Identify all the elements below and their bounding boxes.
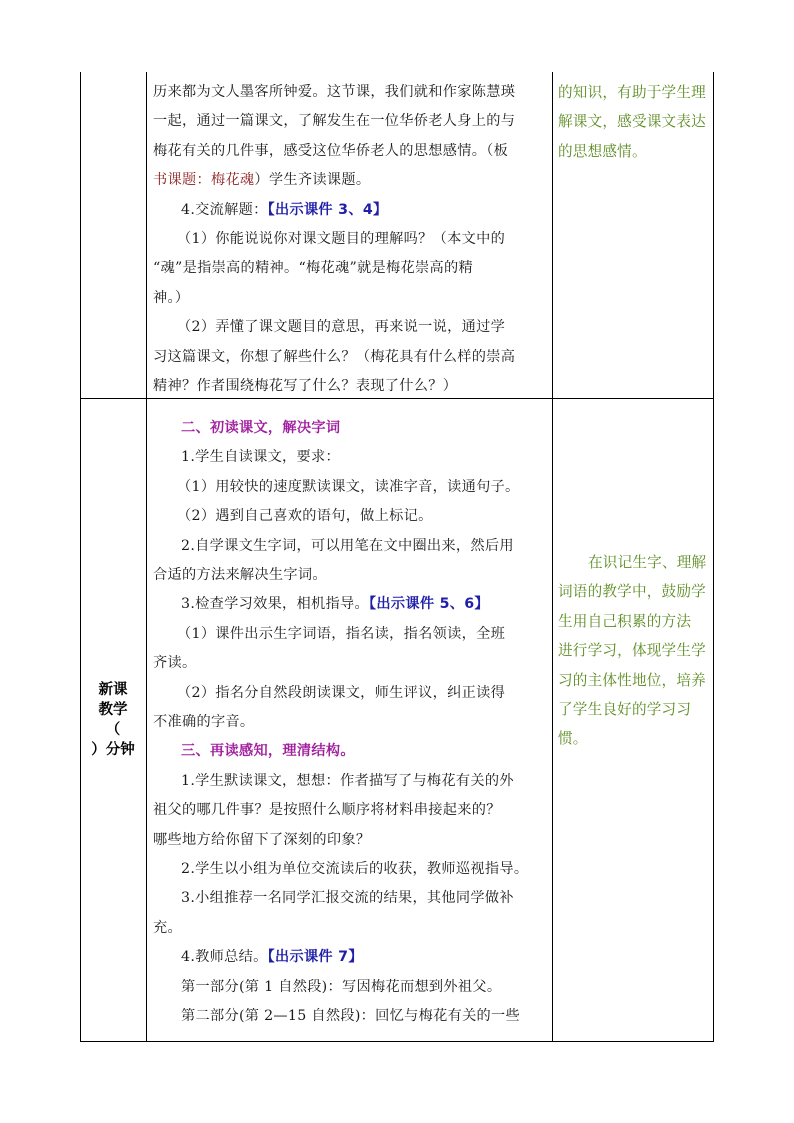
- courseware-reference-text: 【出示课件 3、4】: [267, 201, 388, 218]
- content-line: [153, 796, 501, 825]
- teaching-note-line: 习的主体性地位，培养: [558, 671, 706, 689]
- section-label-new-lesson: [80, 680, 146, 760]
- courseware-reference: [268, 949, 363, 965]
- content-line: [153, 973, 501, 1002]
- teaching-note-line: 解课文，感受课文表达: [558, 113, 706, 131]
- content-line: [153, 343, 515, 372]
- content-line: [153, 473, 520, 502]
- body-text: 梅花有关的几件事，感受这位华侨老人的思想感情。（板: [153, 142, 509, 159]
- body-text: ）学生齐读课题。: [254, 172, 371, 189]
- content-line: [153, 78, 515, 107]
- body-text: 3.检查学习效果，相机指导。: [181, 596, 369, 613]
- section-label-line: ）分钟: [91, 742, 135, 758]
- content-line: [153, 414, 340, 443]
- body-text: 充。: [153, 919, 182, 936]
- body-text: 1.学生自读课文，要求：: [181, 449, 341, 466]
- table-row-divider: [80, 398, 714, 399]
- teaching-note-line: 惯。: [558, 730, 588, 748]
- courseware-reference: [268, 202, 388, 218]
- content-line: [153, 254, 473, 283]
- content-line: [153, 443, 340, 472]
- section-label-line: 新课: [98, 682, 128, 698]
- body-text: （2）弄懂了课文题目的意思，再来说一说，通过学: [177, 319, 506, 336]
- board-title-text: 书课题：梅花魂: [153, 172, 255, 189]
- body-text: 一起，通过一篇课文，了解发生在一位华侨老人身上的与: [153, 113, 516, 130]
- teaching-note-line: 的思想感情。: [558, 142, 647, 160]
- body-text: 3.小组推荐一名同学汇报交流的结果，其他同学做补: [181, 890, 514, 907]
- body-text: “魂”是指崇高的精神。“梅花魂”就是梅花崇高的精: [153, 260, 473, 277]
- body-text: 第二部分(第 2—15 自然段)：回忆与梅花有关的一些: [181, 1008, 521, 1024]
- body-text: 4.交流解题：: [181, 201, 268, 218]
- content-line: [153, 649, 196, 678]
- content-line: [153, 561, 327, 590]
- teaching-note-line: 进行学习，体现学生学: [558, 642, 706, 660]
- courseware-reference-text: 【出示课件 5、6】: [369, 596, 489, 613]
- body-text: （1）你能说说你对课文题目的理解吗？（本文中的: [177, 231, 506, 247]
- body-text: （1）用较快的速度默读课文，读准字音，读通句子。: [177, 478, 520, 495]
- table-column-divider-2: [552, 72, 553, 1042]
- teaching-note-line: 在识记生字、理解: [588, 554, 707, 571]
- section-label-line: 教学: [98, 702, 128, 718]
- top-row-note-cell: [558, 78, 712, 396]
- top-row-content-cell: [153, 78, 551, 396]
- content-line: [153, 855, 528, 884]
- teaching-note-line: 了学生良好的学习习: [558, 700, 692, 718]
- content-line: [153, 313, 505, 342]
- content-line: [153, 532, 514, 561]
- body-text: 4.教师总结。: [181, 949, 268, 966]
- content-line: [153, 137, 508, 166]
- bottom-row-content-cell: [153, 414, 551, 1040]
- content-line: [153, 225, 505, 254]
- content-line: [153, 884, 514, 913]
- section-heading: 三、再读感知，理清结构。: [181, 743, 355, 760]
- section-label-line: （: [105, 722, 121, 738]
- content-line: [153, 1002, 520, 1031]
- body-text: （2）指名分自然段朗读课文，师生评议，纠正读得: [177, 684, 506, 701]
- teaching-note-line: 的知识，有助于学生理: [558, 84, 706, 101]
- body-text: 第一部分(第 1 自然段)：写因梅花而想到外祖父。: [181, 978, 502, 995]
- section-heading: 二、初读课文，解决字词: [181, 420, 341, 436]
- body-text: 神。）: [153, 289, 190, 306]
- body-text: 祖父的哪几件事？是按照什么顺序将材料串接起来的？: [153, 802, 501, 819]
- content-line: [153, 284, 189, 313]
- content-line: [153, 679, 505, 708]
- content-line: [153, 166, 370, 195]
- body-text: 1.学生默读课文，想想：作者描写了与梅花有关的外: [181, 772, 514, 789]
- courseware-reference: [369, 596, 489, 612]
- teaching-note-line: 词语的教学中，鼓励学: [558, 583, 706, 601]
- body-text: （1）课件出示生字词语，指名读，指名领读，全班: [177, 625, 506, 642]
- table-border-bottom: [80, 1041, 714, 1042]
- content-line: [153, 737, 355, 766]
- body-text: 2.学生以小组为单位交流读后的收获，教师巡视指导。: [181, 861, 529, 877]
- content-line: [153, 502, 433, 531]
- content-line: [153, 708, 254, 737]
- body-text: 习这篇课文，你想了解些什么？（梅花具有什么样的崇高: [153, 348, 516, 365]
- content-line: [153, 620, 505, 649]
- content-line: [153, 372, 457, 396]
- body-text: 精神？作者围绕梅花写了什么？表现了什么？）: [153, 378, 458, 394]
- table-border-right: [713, 72, 714, 1042]
- content-line: [153, 196, 387, 225]
- body-text: （2）遇到自己喜欢的语句，做上标记。: [177, 508, 433, 525]
- table-border-left: [80, 72, 81, 1042]
- content-line: [153, 107, 515, 136]
- body-text: 历来都为文人墨客所钟爱。这节课，我们就和作家陈慧瑛: [153, 84, 516, 100]
- body-text: 哪些地方给你留下了深刻的印象？: [153, 831, 371, 848]
- content-line: [153, 767, 514, 796]
- courseware-reference-text: 【出示课件 7】: [267, 949, 363, 966]
- bottom-row-note-cell: [558, 548, 712, 768]
- content-line: [153, 943, 363, 972]
- table-column-divider-1: [146, 72, 147, 1042]
- teaching-note-line: 生用自己积累的方法: [558, 612, 692, 630]
- body-text: 不准确的字音。: [153, 714, 255, 730]
- content-line: [153, 826, 370, 855]
- content-line: [153, 590, 489, 619]
- body-text: 合适的方法来解决生字词。: [153, 567, 327, 583]
- content-line: [153, 914, 182, 943]
- body-text: 2.自学课文生字词，可以用笔在文中圈出来，然后用: [181, 537, 514, 554]
- body-text: 齐读。: [153, 655, 197, 672]
